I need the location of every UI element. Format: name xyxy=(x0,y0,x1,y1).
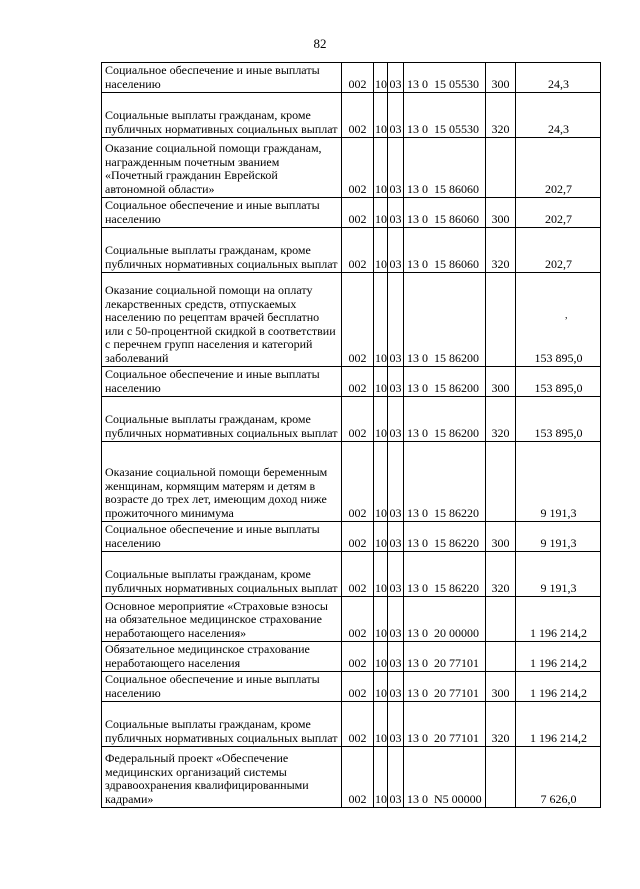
program-code: 13 xyxy=(407,655,419,670)
section-cell xyxy=(374,273,388,367)
target-article-cell xyxy=(404,552,486,597)
program-code: 13 xyxy=(407,76,419,91)
target-article-cell xyxy=(404,642,486,672)
amount-cell xyxy=(516,642,601,672)
amount-cell xyxy=(516,552,601,597)
amount-cell xyxy=(516,702,601,747)
row-name-cell xyxy=(102,702,342,747)
amount-cell xyxy=(516,367,601,397)
section-code: 10 xyxy=(375,76,387,91)
subprogram-code: 0 xyxy=(422,625,428,640)
subsection-code: 03 xyxy=(389,380,402,395)
subsection-cell xyxy=(388,522,404,552)
grbs-cell xyxy=(342,63,374,93)
expense-type-cell xyxy=(486,397,516,442)
row-name-cell xyxy=(102,397,342,442)
amount-value: 153 895,0 xyxy=(534,425,583,440)
expense-type-code: 300 xyxy=(491,685,510,700)
row-name: Социальные выплаты гражданам, кроме публичных нормативных социальных выплат xyxy=(105,243,338,271)
target-code: 86220 xyxy=(449,505,479,520)
grbs-code: 002 xyxy=(348,685,367,700)
program-code: 13 xyxy=(407,791,419,806)
program-code: 13 xyxy=(407,211,419,226)
event-code: 15 xyxy=(434,505,446,520)
grbs-code: 002 xyxy=(348,535,367,550)
table-row xyxy=(102,228,601,273)
expense-type-code: 320 xyxy=(491,425,510,440)
amount-cell xyxy=(516,397,601,442)
program-code: 13 xyxy=(407,505,419,520)
grbs-code: 002 xyxy=(348,211,367,226)
amount-value: 202,7 xyxy=(545,211,572,226)
table-row xyxy=(102,63,601,93)
target-code: 86060 xyxy=(449,211,479,226)
section-cell xyxy=(374,367,388,397)
subprogram-code: 0 xyxy=(422,121,428,136)
expense-type-cell xyxy=(486,747,516,808)
program-code: 13 xyxy=(407,625,419,640)
section-cell xyxy=(374,63,388,93)
table-row xyxy=(102,273,601,367)
row-name-cell xyxy=(102,273,342,367)
subsection-cell xyxy=(388,367,404,397)
table-row xyxy=(102,642,601,672)
event-code: N5 xyxy=(434,791,449,806)
target-article-cell xyxy=(404,747,486,808)
section-code: 10 xyxy=(375,625,387,640)
expense-type-cell xyxy=(486,642,516,672)
subsection-cell xyxy=(388,138,404,198)
row-name-cell xyxy=(102,228,342,273)
target-code: 86200 xyxy=(449,425,479,440)
grbs-cell xyxy=(342,273,374,367)
section-cell xyxy=(374,642,388,672)
subprogram-code: 0 xyxy=(422,505,428,520)
subprogram-code: 0 xyxy=(422,181,428,196)
grbs-cell xyxy=(342,747,374,808)
expense-type-cell xyxy=(486,93,516,138)
grbs-cell xyxy=(342,672,374,702)
amount-value: 202,7 xyxy=(545,181,572,196)
target-code: 00000 xyxy=(451,791,482,806)
subsection-code: 03 xyxy=(389,425,402,440)
budget-table xyxy=(101,62,601,808)
row-name: Социальные выплаты гражданам, кроме публичных нормативных социальных выплат xyxy=(105,567,338,595)
row-name-cell xyxy=(102,367,342,397)
section-cell xyxy=(374,93,388,138)
target-article-cell xyxy=(404,198,486,228)
subsection-cell xyxy=(388,228,404,273)
program-code: 13 xyxy=(407,535,419,550)
section-code: 10 xyxy=(375,181,387,196)
target-article-cell xyxy=(404,63,486,93)
table-row xyxy=(102,597,601,642)
grbs-code: 002 xyxy=(348,380,367,395)
subprogram-code: 0 xyxy=(422,580,428,595)
event-code: 15 xyxy=(434,580,446,595)
event-code: 20 xyxy=(434,625,446,640)
table-body xyxy=(102,63,601,808)
amount-cell xyxy=(516,138,601,198)
target-article-cell xyxy=(404,367,486,397)
row-name: Социальное обеспечение и иные выплаты населению xyxy=(105,672,320,700)
row-name: Социальное обеспечение и иные выплаты населению xyxy=(105,198,320,226)
subsection-code: 03 xyxy=(389,121,402,136)
event-code: 15 xyxy=(434,350,446,365)
amount-value: 1 196 214,2 xyxy=(530,730,587,745)
section-code: 10 xyxy=(375,730,387,745)
event-code: 15 xyxy=(434,535,446,550)
amount-value: 153 895,0 xyxy=(534,350,583,365)
event-code: 15 xyxy=(434,425,446,440)
target-article-cell xyxy=(404,672,486,702)
row-name: Федеральный проект «Обеспечение медицинских организаций системы здравоохранения квалифицированными кадрами» xyxy=(105,751,309,806)
target-code: 86200 xyxy=(449,380,479,395)
section-cell xyxy=(374,747,388,808)
amount-value: 153 895,0 xyxy=(534,380,583,395)
row-name: Социальное обеспечение и иные выплаты населению xyxy=(105,367,320,395)
table-row xyxy=(102,672,601,702)
event-code: 20 xyxy=(434,685,446,700)
target-code: 77101 xyxy=(449,685,479,700)
target-article-cell xyxy=(404,397,486,442)
subprogram-code: 0 xyxy=(422,350,428,365)
subsection-cell xyxy=(388,397,404,442)
table-row xyxy=(102,747,601,808)
grbs-code: 002 xyxy=(348,791,367,806)
amount-cell xyxy=(516,747,601,808)
program-code: 13 xyxy=(407,730,419,745)
expense-type-cell xyxy=(486,442,516,522)
grbs-code: 002 xyxy=(348,121,367,136)
grbs-cell xyxy=(342,522,374,552)
row-name: Социальное обеспечение и иные выплаты населению xyxy=(105,63,320,91)
expense-type-cell xyxy=(486,198,516,228)
target-article-cell xyxy=(404,228,486,273)
row-name: Социальные выплаты гражданам, кроме публичных нормативных социальных выплат xyxy=(105,717,338,745)
grbs-code: 002 xyxy=(348,350,367,365)
stray-mark: , xyxy=(565,310,568,321)
subsection-cell xyxy=(388,552,404,597)
table-row xyxy=(102,138,601,198)
amount-cell xyxy=(516,273,601,367)
row-name-cell xyxy=(102,63,342,93)
subsection-cell xyxy=(388,273,404,367)
subsection-cell xyxy=(388,198,404,228)
page-number: 82 xyxy=(313,36,327,51)
row-name-cell xyxy=(102,442,342,522)
subsection-code: 03 xyxy=(389,350,402,365)
section-cell xyxy=(374,198,388,228)
expense-type-code: 320 xyxy=(491,256,510,271)
subsection-cell xyxy=(388,442,404,522)
row-name: Оказание социальной помощи гражданам, награжденным почетным званием «Почетный гражданин Еврейской автономной области» xyxy=(105,141,322,196)
expense-type-cell xyxy=(486,138,516,198)
amount-value: 1 196 214,2 xyxy=(530,625,587,640)
expense-type-cell xyxy=(486,672,516,702)
subsection-code: 03 xyxy=(389,685,402,700)
row-name-cell xyxy=(102,522,342,552)
subprogram-code: 0 xyxy=(422,76,428,91)
target-code: 05530 xyxy=(449,121,479,136)
target-article-cell xyxy=(404,138,486,198)
grbs-cell xyxy=(342,552,374,597)
row-name-cell xyxy=(102,747,342,808)
program-code: 13 xyxy=(407,350,419,365)
program-code: 13 xyxy=(407,425,419,440)
event-code: 15 xyxy=(434,256,446,271)
program-code: 13 xyxy=(407,580,419,595)
row-name-cell xyxy=(102,138,342,198)
event-code: 15 xyxy=(434,181,446,196)
amount-cell xyxy=(516,198,601,228)
grbs-code: 002 xyxy=(348,580,367,595)
subprogram-code: 0 xyxy=(422,655,428,670)
expense-type-code: 320 xyxy=(491,730,510,745)
section-cell xyxy=(374,138,388,198)
row-name: Оказание социальной помощи беременным женщинам, кормящим матерям и детям в возрасте до трех лет, имеющим доход ниже прожиточного минимума xyxy=(105,465,328,520)
target-article-cell xyxy=(404,273,486,367)
grbs-cell xyxy=(342,367,374,397)
subsection-cell xyxy=(388,63,404,93)
section-code: 10 xyxy=(375,256,387,271)
section-code: 10 xyxy=(375,505,387,520)
section-cell xyxy=(374,442,388,522)
program-code: 13 xyxy=(407,181,419,196)
table-row xyxy=(102,552,601,597)
target-code: 05530 xyxy=(449,76,479,91)
expense-type-cell xyxy=(486,702,516,747)
section-code: 10 xyxy=(375,350,387,365)
subprogram-code: 0 xyxy=(422,211,428,226)
table-row xyxy=(102,702,601,747)
subprogram-code: 0 xyxy=(422,380,428,395)
subsection-code: 03 xyxy=(389,76,402,91)
target-code: 77101 xyxy=(449,730,479,745)
expense-type-code: 300 xyxy=(491,535,510,550)
row-name: Оказание социальной помощи на оплату лекарственных средств, отпускаемых населению по рецептам врачей бесплатно или с 50-процентной скидкой в соответствии с перечнем групп населения и категорий заболеваний xyxy=(105,283,336,365)
grbs-code: 002 xyxy=(348,730,367,745)
target-code: 86200 xyxy=(449,350,479,365)
section-cell xyxy=(374,672,388,702)
section-cell xyxy=(374,397,388,442)
subsection-cell xyxy=(388,93,404,138)
section-code: 10 xyxy=(375,685,387,700)
amount-value: 202,7 xyxy=(545,256,572,271)
grbs-cell xyxy=(342,597,374,642)
target-code: 86220 xyxy=(449,580,479,595)
amount-cell xyxy=(516,522,601,552)
row-name-cell xyxy=(102,597,342,642)
table-row xyxy=(102,367,601,397)
section-code: 10 xyxy=(375,425,387,440)
row-name: Обязательное медицинское страхование неработающего населения xyxy=(105,642,310,670)
grbs-code: 002 xyxy=(348,655,367,670)
expense-type-cell xyxy=(486,367,516,397)
subsection-cell xyxy=(388,597,404,642)
expense-type-code: 320 xyxy=(491,580,510,595)
subprogram-code: 0 xyxy=(422,425,428,440)
grbs-code: 002 xyxy=(348,505,367,520)
subsection-code: 03 xyxy=(389,655,402,670)
program-code: 13 xyxy=(407,121,419,136)
subprogram-code: 0 xyxy=(422,256,428,271)
amount-value: 24,3 xyxy=(548,121,569,136)
amount-cell xyxy=(516,672,601,702)
row-name: Социальное обеспечение и иные выплаты населению xyxy=(105,522,320,550)
amount-value: 7 626,0 xyxy=(540,791,577,806)
expense-type-cell xyxy=(486,597,516,642)
grbs-code: 002 xyxy=(348,256,367,271)
table-row xyxy=(102,198,601,228)
event-code: 15 xyxy=(434,121,446,136)
expense-type-code: 320 xyxy=(491,121,510,136)
subsection-code: 03 xyxy=(389,730,402,745)
section-code: 10 xyxy=(375,380,387,395)
target-article-cell xyxy=(404,442,486,522)
target-code: 00000 xyxy=(449,625,479,640)
target-code: 86060 xyxy=(449,256,479,271)
subsection-code: 03 xyxy=(389,256,402,271)
expense-type-cell xyxy=(486,228,516,273)
amount-cell xyxy=(516,597,601,642)
grbs-cell xyxy=(342,198,374,228)
grbs-cell xyxy=(342,228,374,273)
expense-type-cell xyxy=(486,522,516,552)
subsection-code: 03 xyxy=(389,211,402,226)
subsection-cell xyxy=(388,702,404,747)
subsection-code: 03 xyxy=(389,625,402,640)
grbs-code: 002 xyxy=(348,425,367,440)
subsection-cell xyxy=(388,672,404,702)
row-name: Социальные выплаты гражданам, кроме публичных нормативных социальных выплат xyxy=(105,412,338,440)
target-code: 86220 xyxy=(449,535,479,550)
grbs-code: 002 xyxy=(348,76,367,91)
section-cell xyxy=(374,228,388,273)
subsection-cell xyxy=(388,747,404,808)
row-name-cell xyxy=(102,642,342,672)
row-name: Социальные выплаты гражданам, кроме публичных нормативных социальных выплат xyxy=(105,108,338,136)
table-row xyxy=(102,397,601,442)
target-article-cell xyxy=(404,702,486,747)
section-code: 10 xyxy=(375,791,387,806)
grbs-cell xyxy=(342,702,374,747)
grbs-code: 002 xyxy=(348,625,367,640)
target-article-cell xyxy=(404,597,486,642)
grbs-code: 002 xyxy=(348,181,367,196)
section-code: 10 xyxy=(375,535,387,550)
amount-value: 1 196 214,2 xyxy=(530,655,587,670)
section-code: 10 xyxy=(375,121,387,136)
amount-value: 24,3 xyxy=(548,76,569,91)
expense-type-code: 300 xyxy=(491,76,510,91)
grbs-cell xyxy=(342,93,374,138)
row-name-cell xyxy=(102,672,342,702)
row-name-cell xyxy=(102,552,342,597)
subprogram-code: 0 xyxy=(422,730,428,745)
subprogram-code: 0 xyxy=(422,535,428,550)
amount-value: 9 191,3 xyxy=(540,505,577,520)
event-code: 15 xyxy=(434,380,446,395)
amount-value: 9 191,3 xyxy=(540,580,577,595)
section-cell xyxy=(374,702,388,747)
target-article-cell xyxy=(404,93,486,138)
target-code: 86060 xyxy=(449,181,479,196)
table-row xyxy=(102,442,601,522)
grbs-cell xyxy=(342,642,374,672)
grbs-cell xyxy=(342,138,374,198)
row-name: Основное мероприятие «Страховые взносы на обязательное медицинское страхование неработающего населения» xyxy=(105,598,328,640)
amount-cell xyxy=(516,63,601,93)
program-code: 13 xyxy=(407,380,419,395)
section-cell xyxy=(374,552,388,597)
table-row xyxy=(102,522,601,552)
subsection-cell xyxy=(388,642,404,672)
expense-type-cell xyxy=(486,63,516,93)
section-code: 10 xyxy=(375,211,387,226)
program-code: 13 xyxy=(407,256,419,271)
subprogram-code: 0 xyxy=(422,791,428,806)
table-row xyxy=(102,93,601,138)
amount-cell xyxy=(516,93,601,138)
expense-type-code: 300 xyxy=(491,380,510,395)
grbs-cell xyxy=(342,397,374,442)
expense-type-cell xyxy=(486,552,516,597)
expense-type-cell xyxy=(486,273,516,367)
program-code: 13 xyxy=(407,685,419,700)
expense-type-code: 300 xyxy=(491,211,510,226)
row-name-cell xyxy=(102,198,342,228)
amount-cell xyxy=(516,228,601,273)
event-code: 20 xyxy=(434,730,446,745)
amount-value: 1 196 214,2 xyxy=(530,685,587,700)
amount-value: 9 191,3 xyxy=(540,535,577,550)
subsection-code: 03 xyxy=(389,181,402,196)
section-cell xyxy=(374,597,388,642)
grbs-cell xyxy=(342,442,374,522)
amount-cell xyxy=(516,442,601,522)
target-code: 77101 xyxy=(449,655,479,670)
event-code: 20 xyxy=(434,655,446,670)
target-article-cell xyxy=(404,522,486,552)
subsection-code: 03 xyxy=(389,580,402,595)
subsection-code: 03 xyxy=(389,791,402,806)
section-cell xyxy=(374,522,388,552)
subprogram-code: 0 xyxy=(422,685,428,700)
row-name-cell xyxy=(102,93,342,138)
event-code: 15 xyxy=(434,76,446,91)
section-code: 10 xyxy=(375,655,387,670)
subsection-code: 03 xyxy=(389,505,402,520)
event-code: 15 xyxy=(434,211,446,226)
section-code: 10 xyxy=(375,580,387,595)
subsection-code: 03 xyxy=(389,535,402,550)
